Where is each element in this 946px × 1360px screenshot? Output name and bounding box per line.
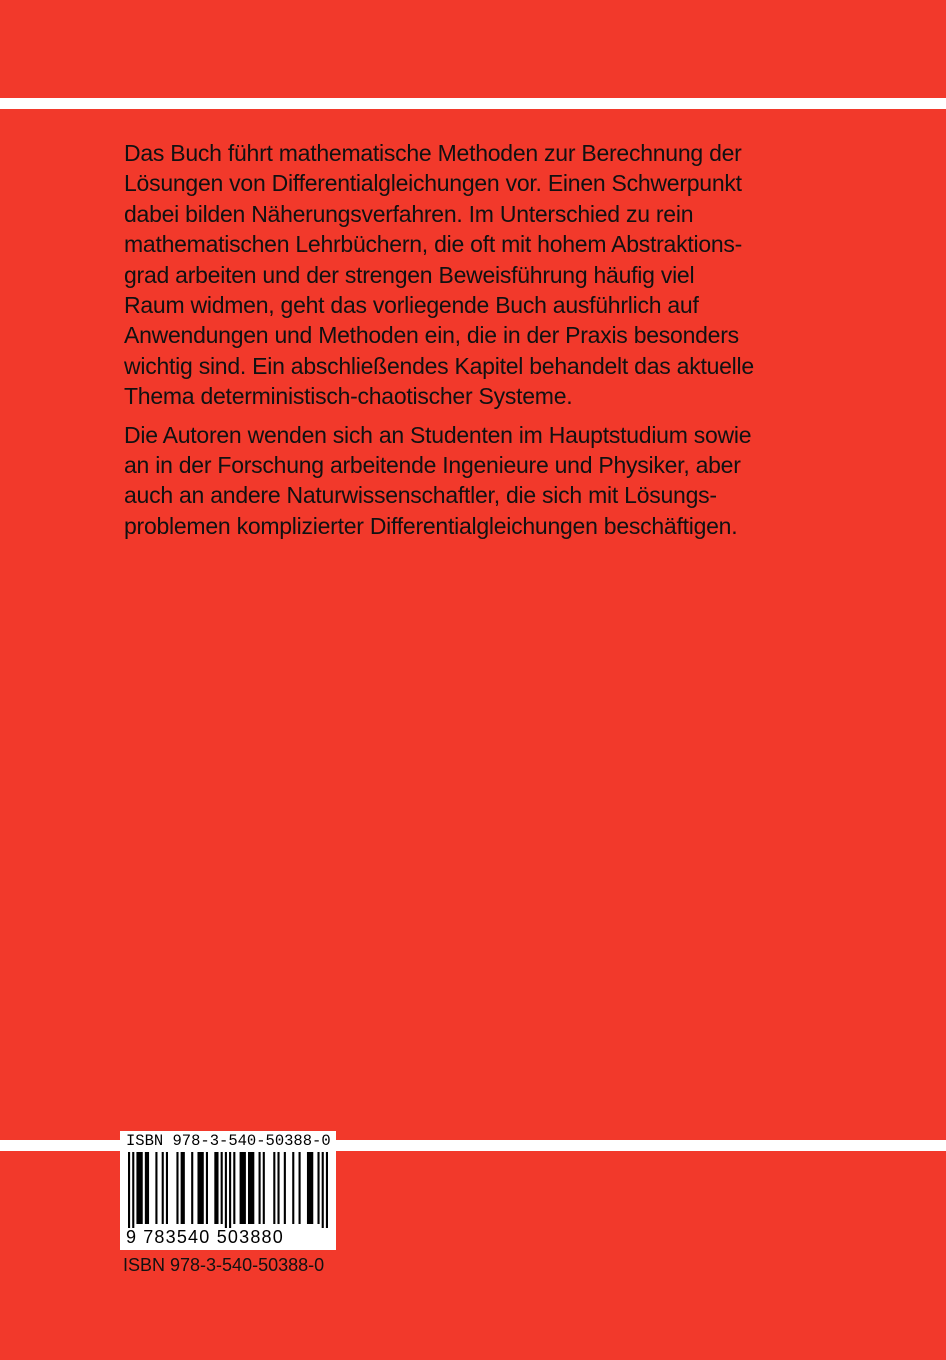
isbn-barcode [120, 1131, 336, 1250]
barcode-guard-bar [225, 1152, 227, 1228]
barcode-bar [277, 1152, 279, 1224]
blurb-line: wichtig sind. Ein abschließendes Kapitel behandelt das aktuelle [124, 352, 754, 379]
barcode-guard-bar [229, 1152, 231, 1228]
blurb-line: auch an andere Naturwissenschaftler, die sich mit Lösungs- [124, 482, 717, 509]
barcode-bar [197, 1152, 203, 1224]
blurb-line: problemen komplizierter Differentialgleichungen beschäftigen. [124, 512, 738, 539]
barcode-bars [128, 1152, 328, 1228]
barcode-bar [155, 1152, 157, 1224]
barcode-bar [259, 1152, 261, 1224]
blurb-line: Anwendungen und Methoden ein, die in der Praxis besonders [124, 322, 739, 349]
blurb-line: Die Autoren wenden sich an Studenten im Hauptstudium sowie [124, 421, 752, 448]
blurb-line: Das Buch führt mathematische Methoden zur Berechnung der [124, 140, 742, 166]
barcode-bar [317, 1152, 319, 1224]
barcode-guard-bar [132, 1152, 134, 1228]
barcode-bar [299, 1152, 301, 1224]
blurb-line: dabei bilden Näherungsverfahren. Im Unterschied zu rein [124, 200, 694, 227]
barcode-bar [221, 1152, 223, 1224]
barcode-bar [206, 1152, 208, 1224]
blurb-paragraph-1 [124, 138, 864, 412]
barcode-guard-bar [322, 1152, 324, 1228]
barcode-bar [307, 1152, 313, 1224]
isbn-text: ISBN 978-3-540-50388-0 [123, 1255, 325, 1275]
barcode-guard-bar [128, 1152, 130, 1228]
barcode-digits-right: 503880 [216, 1227, 284, 1247]
barcode-digits [126, 1227, 284, 1247]
blurb-line: Thema deterministisch-chaotischer Systeme. [124, 383, 573, 410]
barcode-bar [181, 1152, 185, 1224]
blurb-line: an in der Forschung arbeitende Ingenieure und Physiker, aber [124, 452, 741, 479]
blurb-line: Lösungen von Differentialgleichungen vor. Einen Schwerpunkt [124, 170, 742, 197]
barcode-bar [273, 1152, 275, 1224]
barcode-bar [214, 1152, 218, 1224]
barcode-bar [145, 1152, 149, 1224]
back-cover-blurb [124, 138, 864, 541]
blurb-line: grad arbeiten und der strengen Beweisführung häufig viel [124, 261, 695, 288]
barcode-bar [284, 1152, 286, 1224]
barcode-bar [292, 1152, 294, 1224]
barcode-digits-left: 783540 [143, 1227, 211, 1247]
barcode-bar [136, 1152, 142, 1224]
blurb-line: mathematischen Lehrbüchern, die oft mit hohem Abstraktions- [124, 231, 743, 258]
barcode-bar [162, 1152, 164, 1224]
barcode-bar [240, 1152, 246, 1224]
barcode-bar [248, 1152, 254, 1224]
barcode-bar [176, 1152, 178, 1224]
barcode-bar [233, 1152, 235, 1224]
barcode-isbn-label: ISBN 978-3-540-50388-0 [126, 1132, 331, 1150]
barcode-bar [263, 1152, 265, 1224]
blurb-line: Raum widmen, geht das vorliegende Buch ausführlich auf [124, 292, 699, 319]
blurb-paragraph-2 [124, 420, 864, 542]
top-white-rule [0, 98, 946, 109]
barcode-bar [166, 1152, 168, 1224]
barcode-guard-bar [326, 1152, 328, 1228]
barcode-bar [191, 1152, 193, 1224]
barcode-digit-lead: 9 [126, 1227, 138, 1247]
